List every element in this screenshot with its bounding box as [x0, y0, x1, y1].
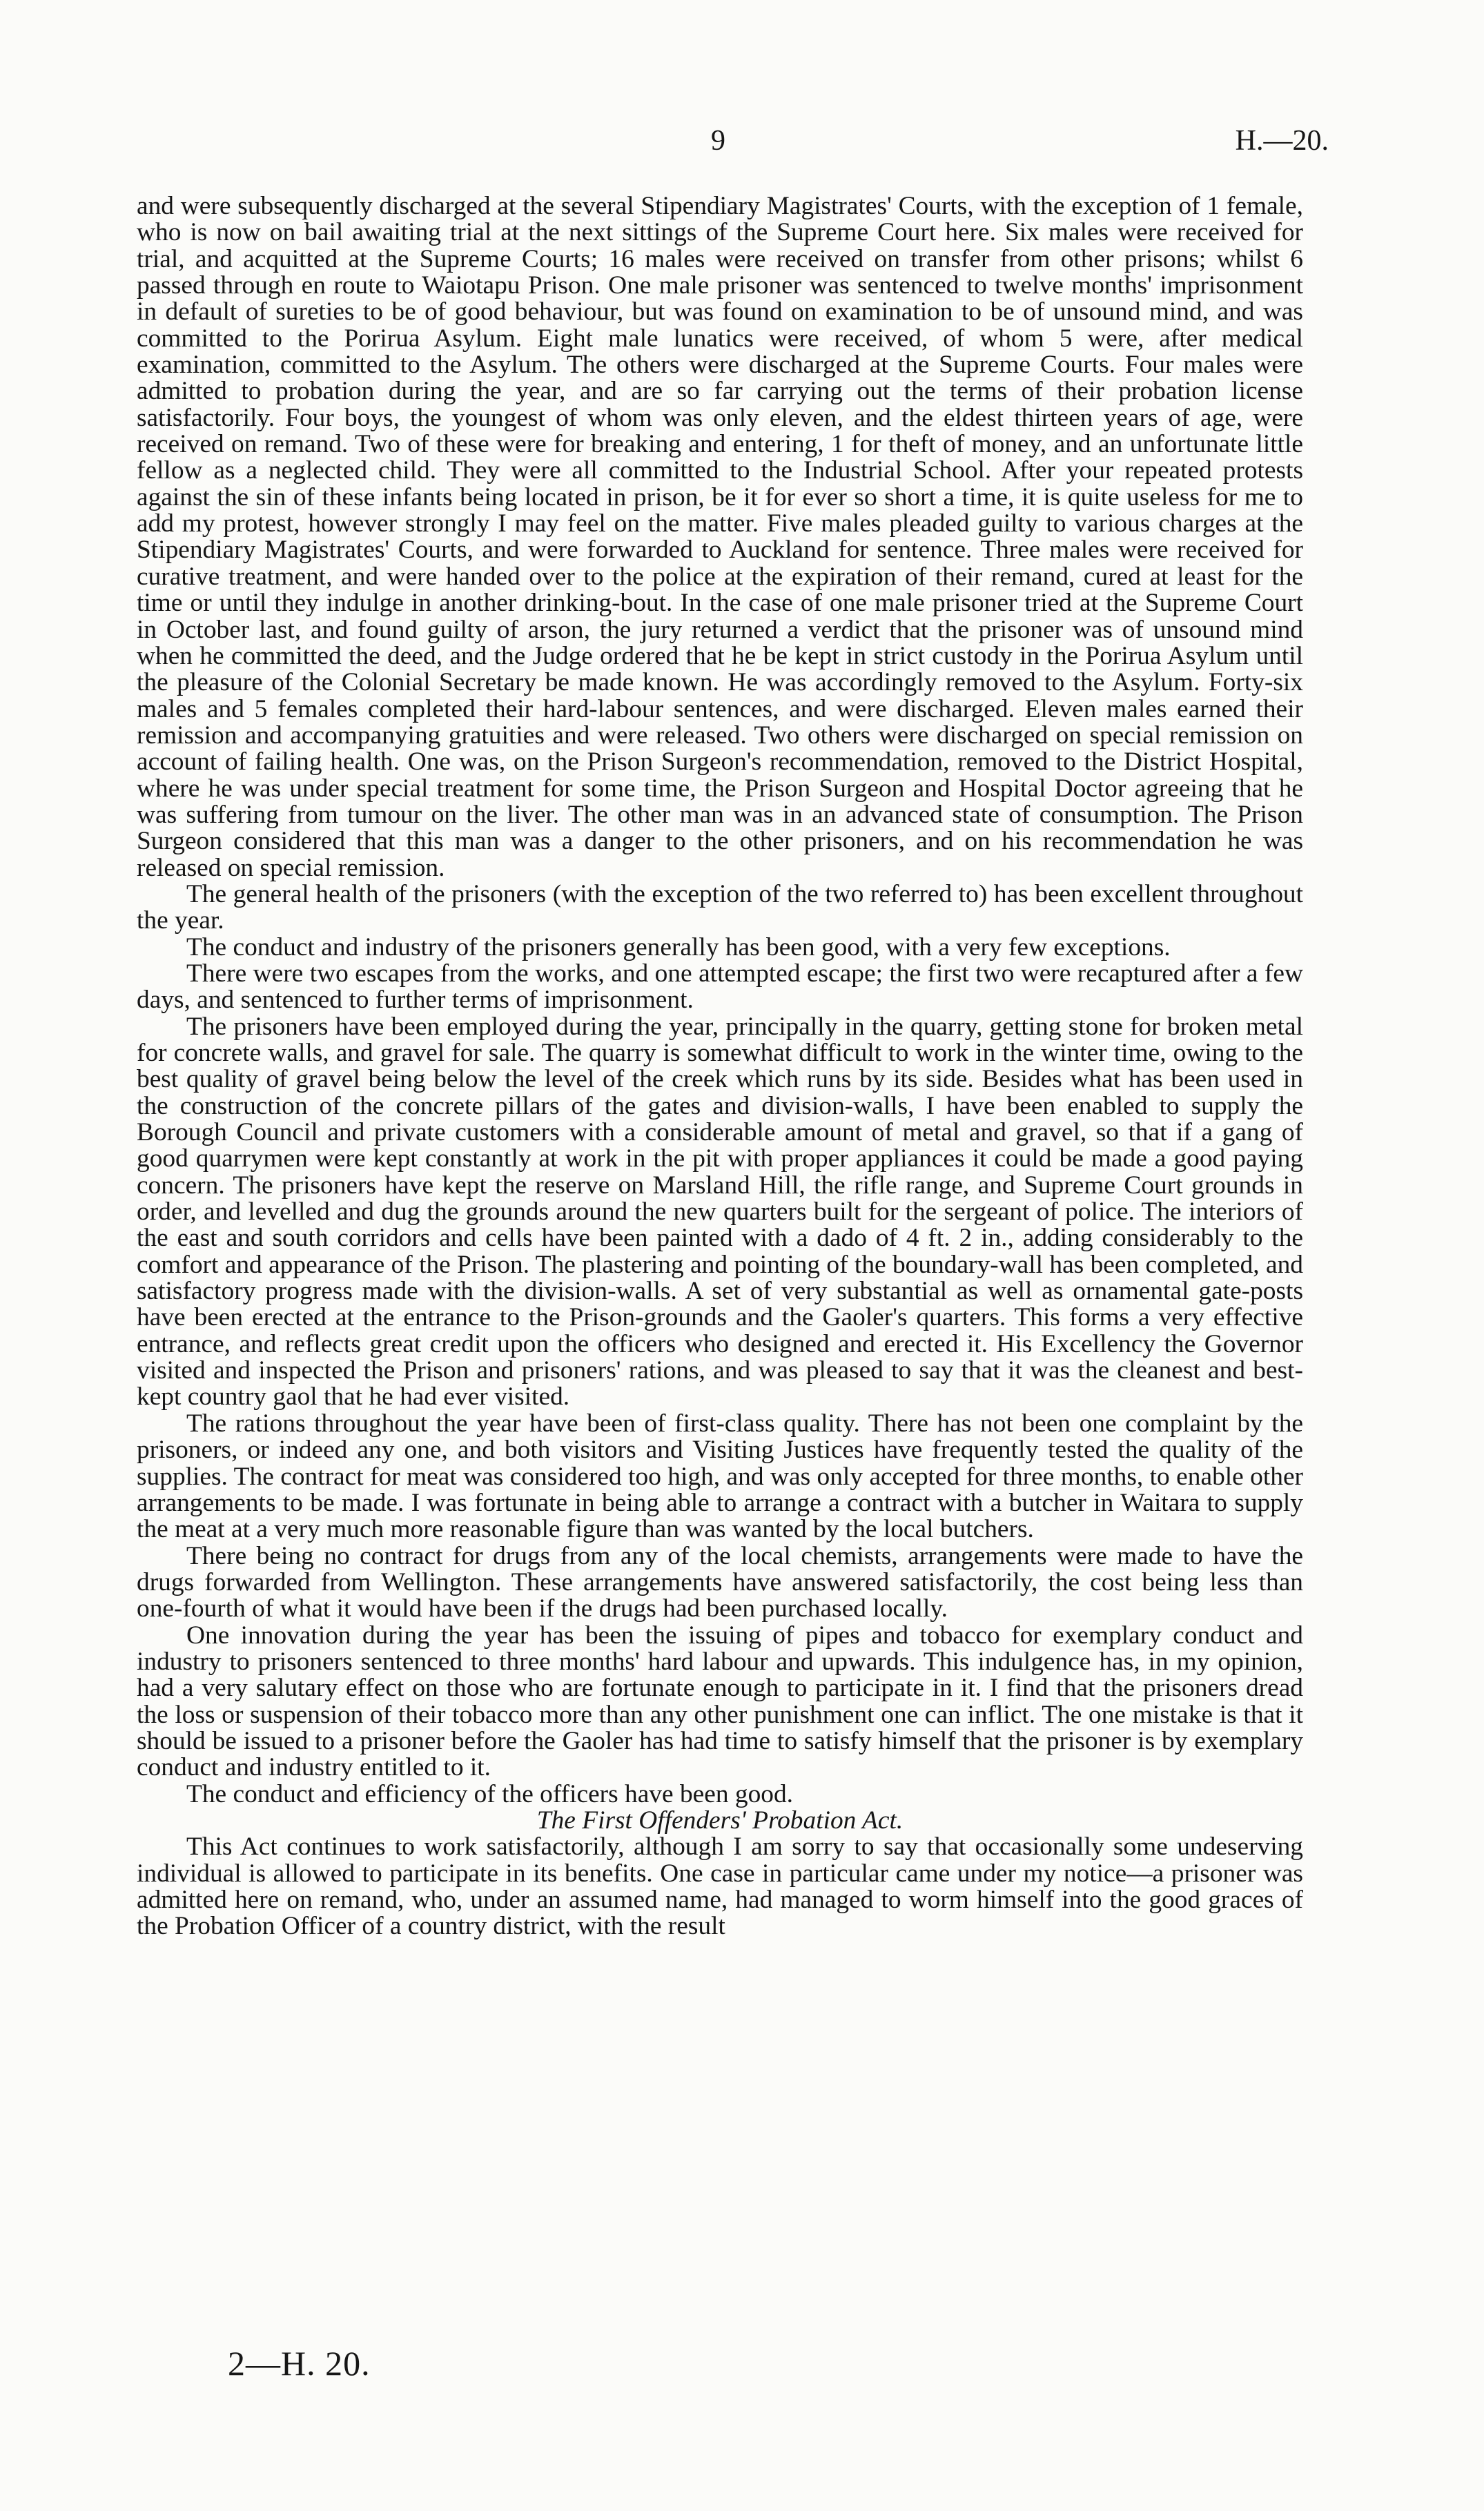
paragraph-probation-act: This Act continues to work satisfactorily, although I am sorry to say that occasionally some undeserving individual is allowed to participate in its benefits. One case in particular came under my notice—a prisoner was admitted here on remand, who, under an assumed name, had managed to worm himself into the good graces of the Probation Officer of a country district, with the result	[137, 1833, 1303, 1941]
paragraph-health: The general health of the prisoners (with the exception of the two referred to) has been excellent throughout the year.	[137, 879, 1303, 935]
section-heading: The First Offenders' Probation Act.	[536, 1806, 904, 1835]
footer-signature: 2—H. 20.	[228, 2344, 371, 2383]
paragraph-continued: and were subsequently discharged at the several Stipendiary Magistrates' Courts, with the exception of 1 female, who is now on bail awaiting trial at the next sittings of the Supreme Court here. Six males were received for trial, and acquitted at the Supreme Courts; 16 males were received on transfer from other prisons; whilst 6 passed through en route to Waiotapu Prison. One male prisoner was sentenced to twelve months' imprisonment in default of sureties to be of good behaviour, but was found on examination to be of unsound mind, and was committed to the Porirua Asylum. Eight male lunatics were received, of whom 5 were, after medical examination, committed to the Asylum. The others were discharged at the Supreme Courts. Four males were admitted to probation during the year, and are so far carrying out the terms of their probation license satisfactorily. Four boys, the youngest of whom was only eleven, and the eldest thirteen years of age, were received on remand. Two of these were for breaking and entering, 1 for theft of money, and an unfortunate little fellow as a neglected child. They were all committed to the Industrial School. After your repeated protests against the sin of these infants being located in prison, be it for ever so short a time, it is quite useless for me to add my protest, however strongly I may feel on the matter. Five males pleaded guilty to various charges at the Stipendiary Magistrates' Courts, and were forwarded to Auckland for sentence. Three males were received for curative treatment, and were handed over to the police at the expiration of their remand, cured at least for the time or until they indulge in another drinking-bout. In the case of one male prisoner tried at the Supreme Court in October last, and found guilty of arson, the jury returned a verdict that the prisoner was of unsound mind when he committed the deed, and the Judge ordered that he be kept in strict custody in the Porirua Asylum until the pleasure of the Colonial Secretary be made known. He was accordingly removed to the Asylum. Forty-six males and 5 females completed their hard-labour sentences, and were discharged. Eleven males earned their remission and accompanying gratuities and were released. Two others were discharged on special remission on account of failing health. One was, on the Prison Surgeon's recommendation, removed to the District Hospital, where he was under special treatment for some time, the Prison Surgeon and Hospital Doctor agreeing that he was suffering from tumour on the liver. The other man was in an advanced state of consumption. The Prison Surgeon considered that this man was a danger to the other prisoners, and on his recommendation he was released on special remission.	[137, 192, 1303, 882]
document-reference: H.—20.	[1235, 125, 1329, 157]
paragraph-drugs: There being no contract for drugs from any of the local chemists, arrangements were made to have the drugs forwarded from Wellington. These arrangements have answered satisfactorily, the cost being less than one-fourth of what it would have been if the drugs had been purchased locally.	[137, 1541, 1303, 1623]
paragraph-rations: The rations throughout the year have been of first-class quality. There has not been one complaint by the prisoners, or indeed any one, and both visitors and Visiting Justices have frequently tested the quality of the supplies. The contract for meat was considered too high, and was only accepted for three months, to enable other arrangements to be made. I was fortunate in being able to arrange a contract with a butcher in Waitara to supply the meat at a very much more reasonable figure than was wanted by the local butchers.	[137, 1409, 1303, 1544]
paragraph-officers: The conduct and efficiency of the officers have been good.	[186, 1779, 794, 1808]
paragraph-escapes: There were two escapes from the works, and one attempted escape; the first two were recaptured after a few days, and sentenced to further terms of imprisonment.	[137, 959, 1303, 1015]
paragraph-conduct: The conduct and industry of the prisoners generally has been good, with a very few exceptions.	[186, 932, 1171, 961]
paragraph-employment: The prisoners have been employed during the year, principally in the quarry, getting stone for broken metal for concrete walls, and gravel for sale. The quarry is somewhat difficult to work in the winter time, owing to the best quality of gravel being below the level of the creek which runs by its side. Besides what has been used in the construction of the concrete pillars of the gates and division-walls, I have been enabled to supply the Borough Council and private customers with a considerable amount of metal and gravel, so that if a gang of good quarrymen were kept constantly at work in the pit with proper appliances it could be made a good paying concern. The prisoners have kept the reserve on Marsland Hill, the rifle range, and Supreme Court grounds in order, and levelled and dug the grounds around the new quarters built for the sergeant of police. The interiors of the east and south corridors and cells have been painted with a dado of 4 ft. 2 in., adding considerably to the comfort and appearance of the Prison. The plastering and pointing of the boundary-wall has been completed, and satisfactory progress made with the division-walls. A set of very substantial as well as ornamental gate-posts have been erected at the entrance to the Prison-grounds and the Gaoler's quarters. This forms a very effective entrance, and reflects great credit upon the officers who designed and erected it. His Excellency the Governor visited and inspected the Prison and prisoners' rations, and was pleased to say that it was the cleanest and best-kept country gaol that he had ever visited.	[137, 1012, 1303, 1411]
page-number: 9	[711, 125, 725, 157]
report-body	[137, 193, 1303, 1940]
paragraph-tobacco: One innovation during the year has been the issuing of pipes and tobacco for exemplary conduct and industry to prisoners sentenced to three months' hard labour and upwards. This indulgence has, in my opinion, had a very salutary effect on those who are fortunate enough to participate in it. I find that the prisoners dread the loss or suspension of their tobacco more than any other punishment one can inflict. The one mistake is that it should be issued to a prisoner before the Gaoler has had time to satisfy himself that the prisoner is by exemplary conduct and industry entitled to it.	[137, 1621, 1303, 1782]
